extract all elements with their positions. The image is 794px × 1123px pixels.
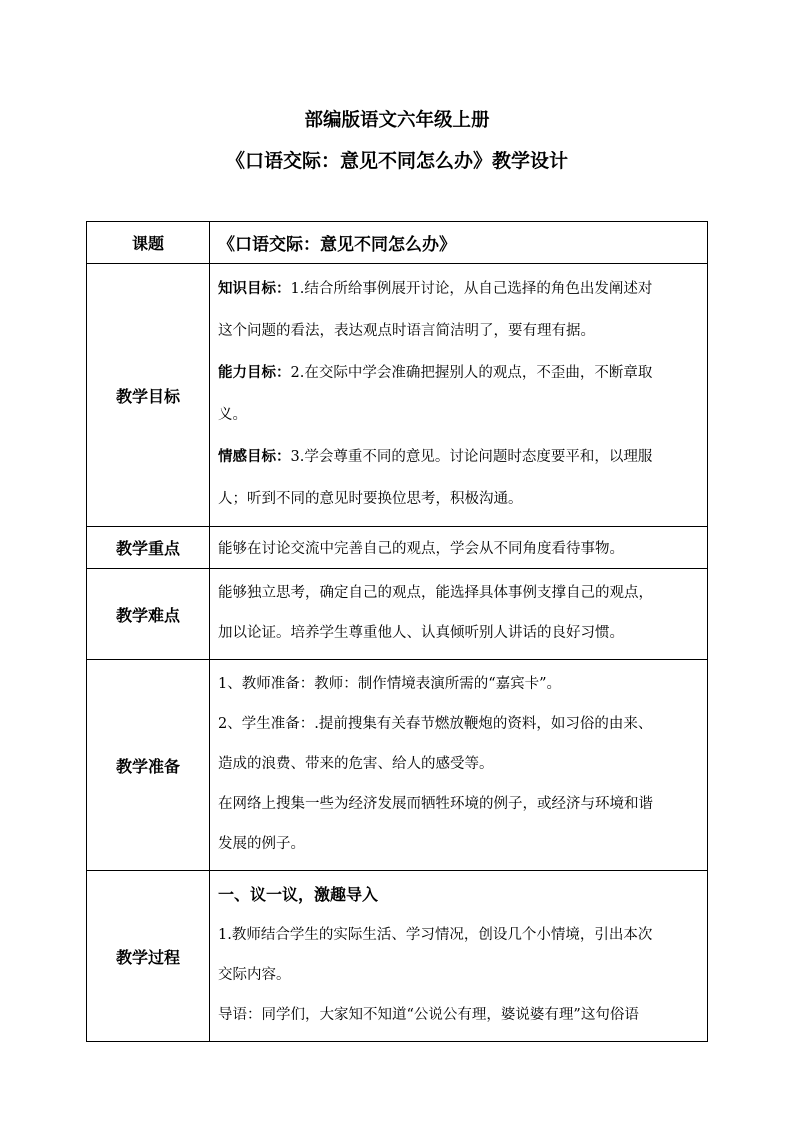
label-topic: 课题 [87, 222, 210, 264]
preparation-content [210, 660, 708, 871]
row-preparation [87, 660, 708, 871]
label-key-points: 教学重点 [87, 527, 210, 569]
row-process [87, 871, 708, 1042]
row-objectives [87, 264, 708, 527]
row-topic [87, 222, 708, 264]
process-step-1: 1.教师结合学生的实际生活、学习情况，创设几个小情境，引出本次 交际内容。 [218, 927, 653, 983]
label-preparation: 教学准备 [87, 660, 210, 871]
document-title: 部编版语文六年级上册 [304, 110, 490, 131]
lesson-plan-table [86, 221, 708, 1042]
label-process: 教学过程 [87, 871, 210, 1042]
process-heading: 一、议一议，激趣导入 [218, 885, 379, 904]
objective-emotion: 情感目标：3.学会尊重不同的意见。讨论问题时态度要平和，以理服 人；听到不同的意见时要换位思考，积极沟通。 [218, 449, 653, 507]
key-points-text: 能够在讨论交流中完善自己的观点，学会从不同角度看待事物。 [218, 541, 624, 557]
label-difficulties: 教学难点 [87, 569, 210, 660]
process-intro: 导语：同学们，大家知不知道“公说公有理，婆说婆有理”这句俗语 [218, 1007, 639, 1023]
label-objectives: 教学目标 [87, 264, 210, 527]
prep-teacher: 1、教师准备：教师：制作情境表演所需的“嘉宾卡”。 [218, 676, 562, 692]
row-key-points [87, 527, 708, 569]
document-subtitle: 《口语交际：意见不同怎么办》教学设计 [225, 150, 568, 172]
process-content [210, 871, 708, 1042]
prep-online: 在网络上搜集一些为经济发展而牺牲环境的例子，或经济与环境和谐 发展的例子。 [218, 796, 653, 852]
objectives-content [210, 264, 708, 527]
course-title: 《口语交际：意见不同怎么办》 [218, 235, 456, 255]
difficulties-text: 能够独立思考，确定自己的观点，能选择具体事例支撑自己的观点， 加以论证。培养学生尊重他人、认真倾听别人讲话的良好习惯。 [218, 585, 653, 641]
prep-student: 2、学生准备：.提前搜集有关春节燃放鞭炮的资料，如习俗的由来、 造成的浪费、带来的危害、给人的感受等。 [218, 716, 653, 772]
row-difficulties [87, 569, 708, 660]
objective-knowledge: 知识目标：1.结合所给事例展开讨论，从自己选择的角色出发阐述对 这个问题的看法，表达观点时语言简洁明了，要有理有据。 [218, 281, 653, 339]
objective-ability: 能力目标：2.在交际中学会准确把握别人的观点，不歪曲，不断章取 义。 [218, 365, 653, 423]
